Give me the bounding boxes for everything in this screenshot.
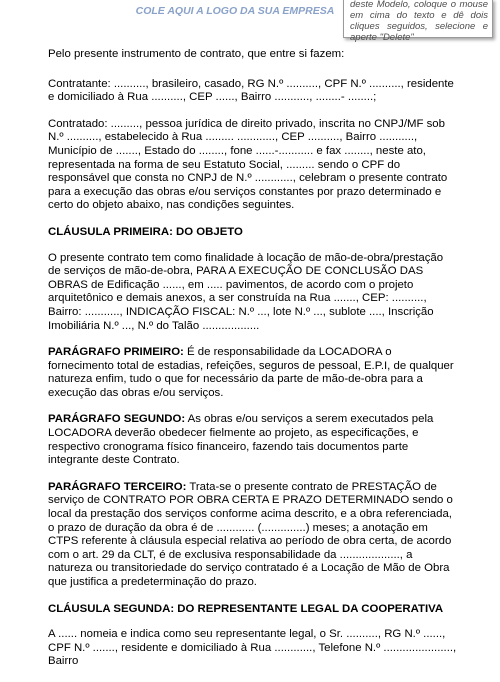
clausula-segunda-title: CLÁUSULA SEGUNDA: DO REPRESENTANTE LEGAL DA COOPERATIVA (48, 602, 444, 615)
paragrafo-primeiro-label: PARÁGRAFO PRIMEIRO: (48, 346, 184, 359)
paragrafo-terceiro (48, 481, 458, 590)
clausula-segunda-text: A ...... nomeia e indica como seu representante legal, o Sr. .........., RG N.º ......, CPF N.º ......., residente e domiciliado à Rua ............, Telefone N.º ......................, Bairro (48, 628, 457, 668)
paragrafo-terceiro-text: Trata-se o presente contrato de PRESTAÇÃO de serviço de CONTRATO POR OBRA CERTA E PRAZO DETERMINADO sendo o local da prestação dos serviços conforme acima descrito, e a obra referenciada, o prazo de duração da obra é de ............ (..............) meses; a anotação em CTPS referente à cláusula especial relativa ao período de obra certa, de acordo com o art. 29 da CLT, é de exclusiva responsabilidade da ..................., a natureza ou transitoriedade do serviço contratado é a Locação de Mão de Obra que justifica a predeterminação do prazo. (48, 480, 453, 588)
paragrafo-segundo-label: PARÁGRAFO SEGUNDO: (48, 413, 186, 426)
paragrafo-segundo-text: As obras e/ou serviços a serem executados pela LOCADORA deverão obedecer fielmente ao projeto, as especificações, e respectivo cronograma físico financeiro, fazendo tais documentos parte integrante deste Contrato. (48, 413, 434, 467)
logo-placeholder: COLE AQUI A LOGO DA SUA EMPRESA (135, 5, 335, 17)
intro-paragraph: Pelo presente instrumento de contrato, que entre si fazem: (48, 48, 345, 60)
contratado-paragraph: Contratado: ........., pessoa jurídica de direito privado, inscrita no CNPJ/MF sob N.º .........., estabelecido à Rua ......... ............, CEP .........., Bairro ..........., Município de ......., Estado do ........, fone ......-........... e fax ........, neste ato, representada na forma de seu Estatuto Social, ......... sendo o CPF do responsável que consta no CNPJ de N.º ............, celebram o presente contrato para a execução das obras e/ou serviços constantes por prazo determinado e certo do objeto abaixo, nas condições seguintes. (48, 117, 448, 212)
paragrafo-terceiro-label: PARÁGRAFO TERCEIRO: (48, 480, 187, 493)
help-tooltip: deste Modelo, coloque o mouse em cima do texto e dê dois cliques seguidos, selecione e aperte "Delete" (343, 0, 493, 38)
paragrafo-primeiro-text: É de responsabilidade da LOCADORA o fornecimento total de estadias, refeições, seguros de pessoal, E.P.I, de qualquer natureza enfim, tudo o que for necessário da parte de mão-de-obra para a execução das obras e/ou serviços. (48, 346, 454, 399)
contract-body (48, 48, 458, 682)
clausula-primeira-text: O presente contrato tem como finalidade à locação de mão-de-obra/prestação de serviços de mão-de-obra, PARA A EXECUÇÃO DE CONCLUSÃO DAS OBRAS de Edificação ......, em ..... pavimentos, de acordo com o projeto arquitetônico e demais anexos, a ser construída na Rua ......., CEP: .........., Bairro: ..........., INDICAÇÃO FISCAL: N.º ..., lote N.º ..., sublote ...., Inscrição Imobiliária N.º ..., N.º do Talão .................. (48, 251, 444, 332)
paragrafo-primeiro (48, 346, 458, 400)
clausula-primeira-title: CLÁUSULA PRIMEIRA: DO OBJETO (48, 225, 243, 238)
contratante-paragraph: Contratante: .........., brasileiro, casado, RG N.º .........., CPF N.º .........., residente e domiciliado à Rua .........., CEP ......, Bairro ..........., ........- ........; (48, 77, 454, 104)
paragrafo-segundo (48, 413, 458, 467)
